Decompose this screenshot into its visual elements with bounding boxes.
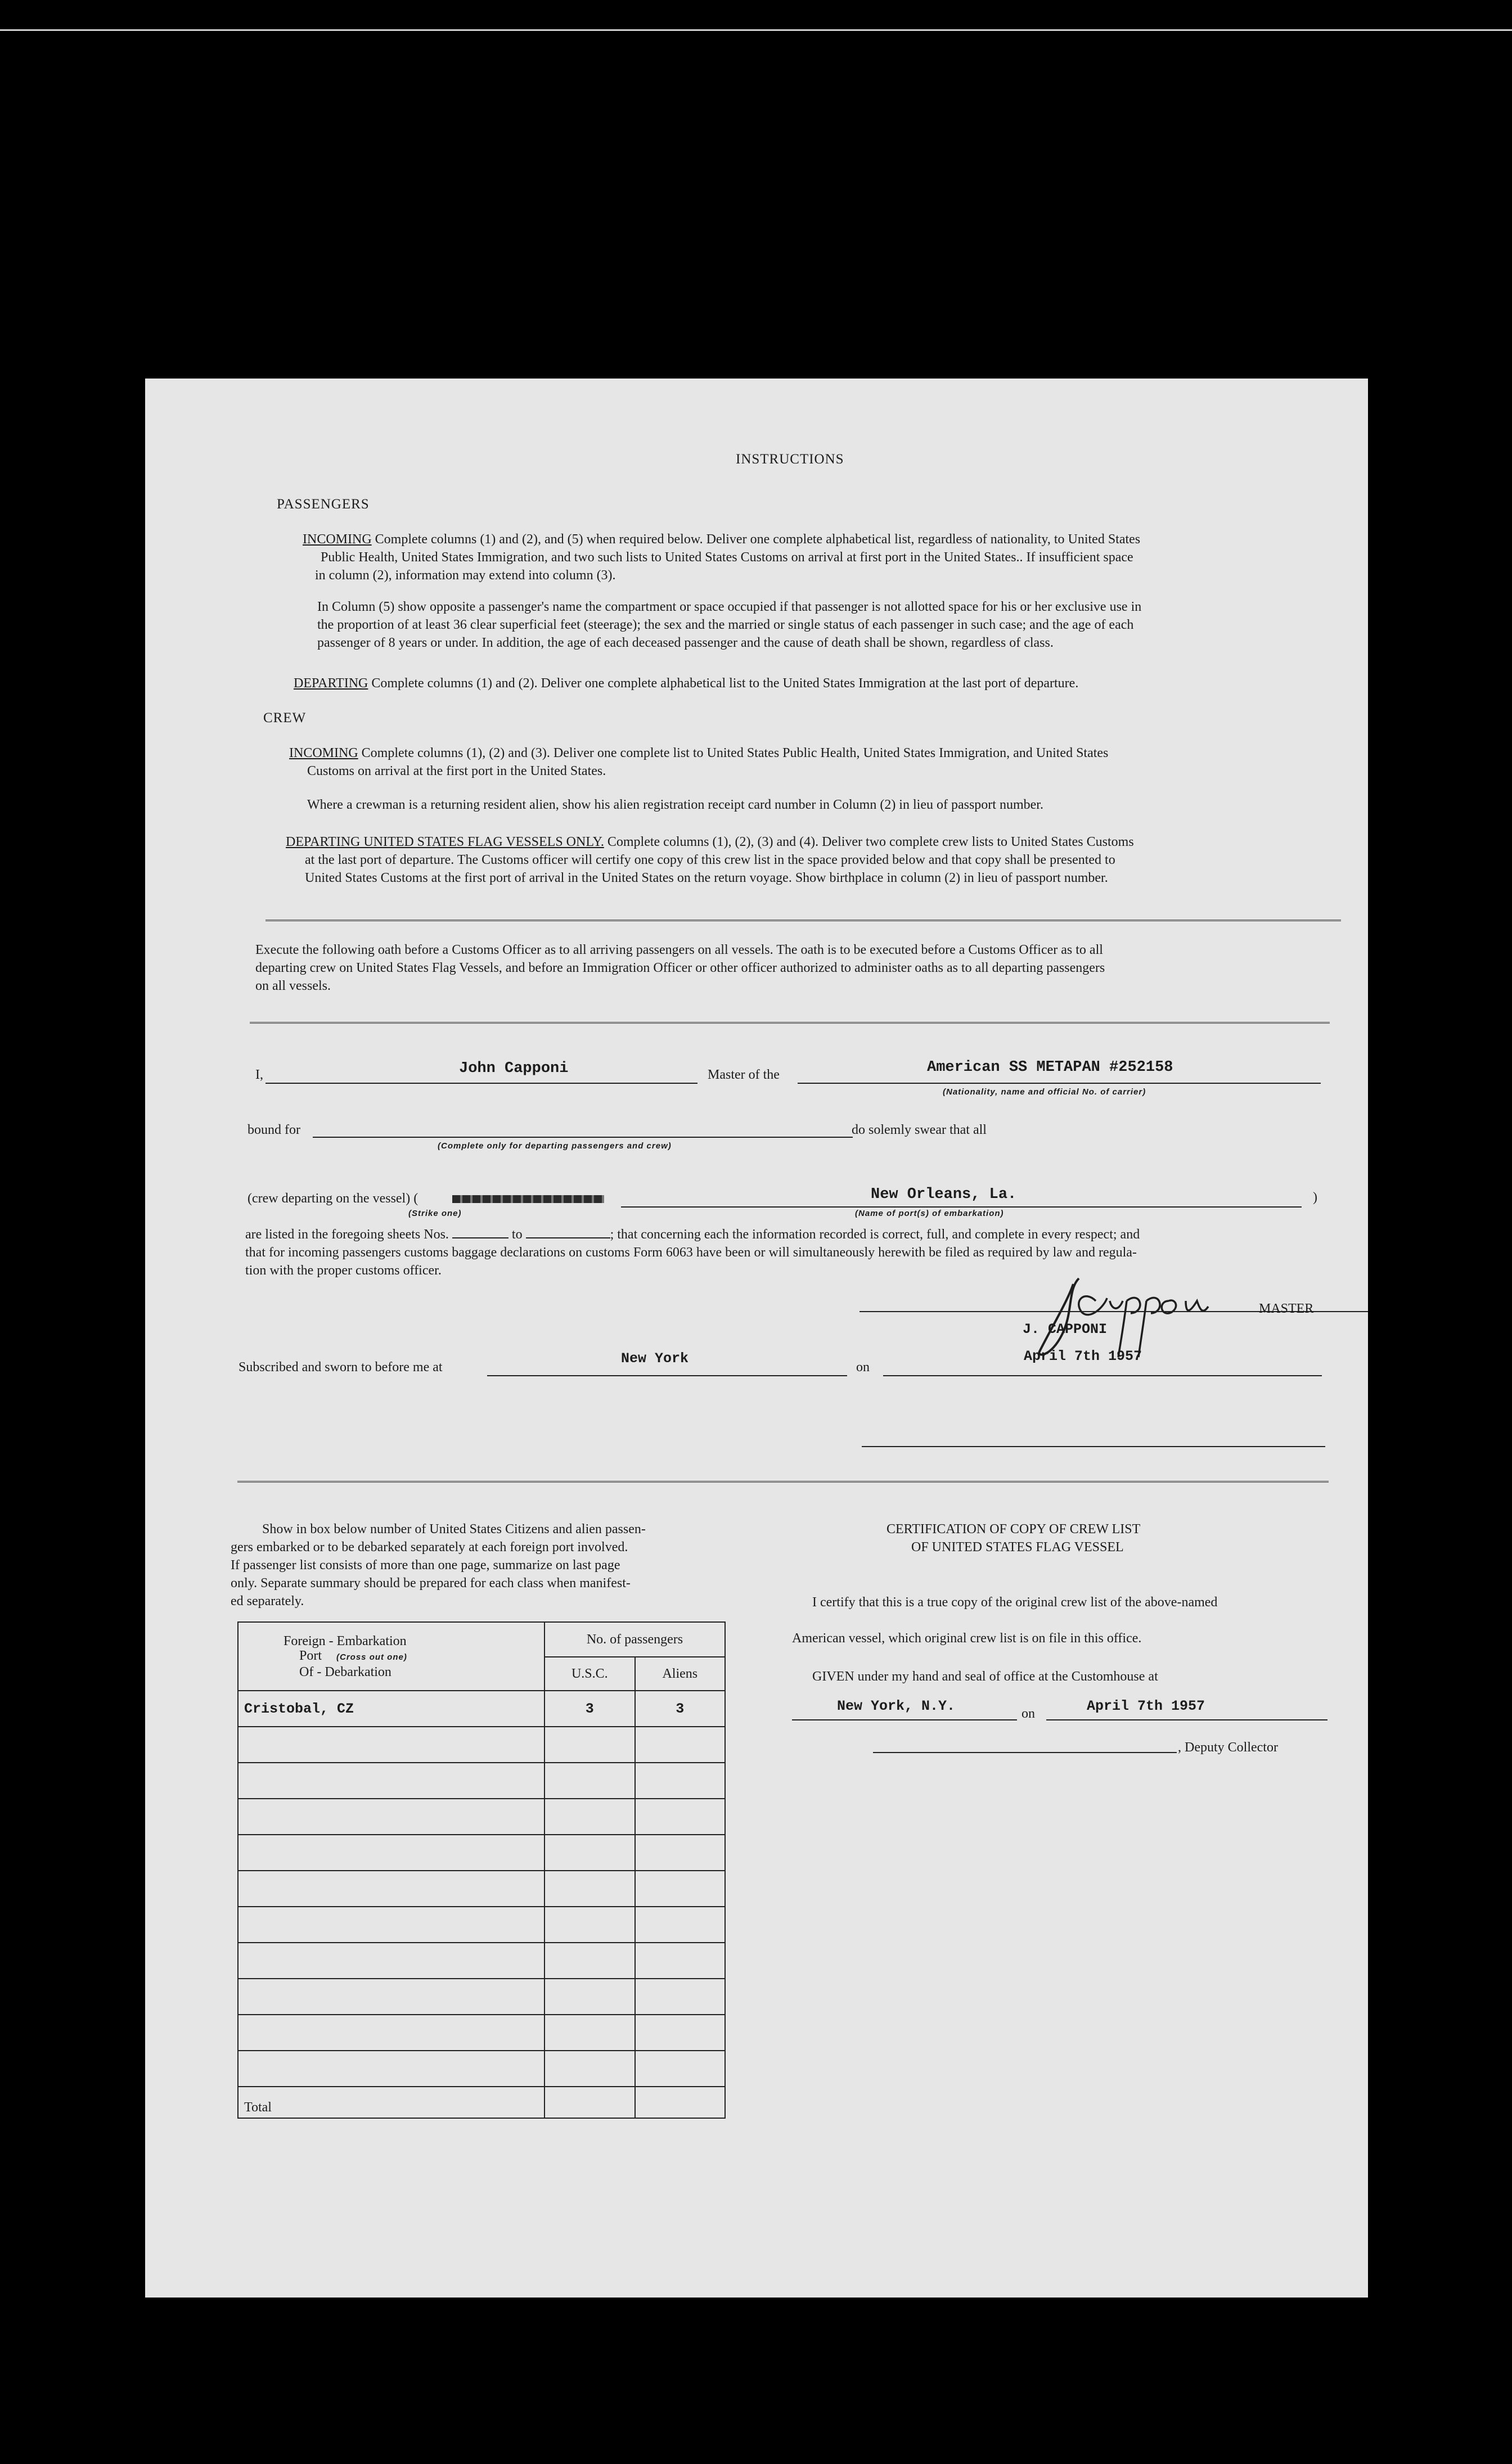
vessel-caption: (Nationality, name and official No. of carrier) [943,1087,1146,1097]
passengers-heading: PASSENGERS [277,497,370,512]
vessel-value: American SS METAPAN #252158 [927,1059,1173,1076]
bound-for-label: bound for [248,1123,300,1137]
bound-for-caption: (Complete only for departing passengers and crew) [438,1141,672,1151]
oath-intro-line-2: departing crew on United States Flag Vessels, and before an Immigration Officer or other officer authorized to administer oaths as to all departing passengers [255,961,1105,975]
table-row [238,1727,725,1763]
crew-departing-label: DEPARTING UNITED STATES FLAG VESSELS ONLY. [286,835,604,849]
given-text: GIVEN under my hand and seal of office at the Customhouse at [812,1669,1158,1684]
table-header-row [238,1622,725,1657]
sheet-from-line [452,1226,508,1238]
total-label: Total [238,2087,544,2118]
certification-title-2: OF UNITED STATES FLAG VESSEL [911,1540,1124,1555]
table-row [238,2051,725,2087]
total-row [238,2087,725,2118]
passengers-incoming-line-1: INCOMING Complete columns (1) and (2), and (5) when required below. Deliver one complete alphabetical list, regardless of nationality, to United States [303,532,1141,547]
table-row [238,1871,725,1907]
sworn-place-line [487,1375,847,1376]
incoming-label: INCOMING [303,532,372,547]
table-row: Cristobal, CZ 3 3 [238,1691,725,1727]
scan-edge-line [0,29,1512,31]
port-header-cell: Foreign - Embarkation Port (Cross out one) Of - Debarkation [238,1622,544,1691]
deputy-signature-line [873,1752,1177,1753]
port-value: New Orleans, La. [871,1186,1017,1203]
master-name-value: John Capponi [459,1060,569,1077]
signature-name: J. CAPPONI [1023,1321,1108,1337]
officer-signature-line [862,1446,1325,1447]
sheet-to-line [526,1226,610,1238]
crew-incoming-line-1: INCOMING Complete columns (1), (2) and (3). Deliver one complete list to United States Public Health, United States Immigration, and United States [289,746,1109,760]
summary-line-1: Show in box below number of United States Citizens and alien passen- [262,1522,646,1537]
oath-intro-line-1: Execute the following oath before a Customs Officer as to all arriving passengers on all vessels. The oath is to be executed before a Customs Officer as to all [255,943,1103,957]
certification-line-1: I certify that this is a true copy of the original crew list of the above-named [812,1595,1218,1610]
bound-for-line [313,1137,853,1138]
deputy-collector-label: , Deputy Collector [1178,1740,1278,1755]
close-paren: ) [1313,1190,1317,1205]
strike-one-caption: (Strike one) [408,1209,462,1218]
crew-incoming-label: INCOMING [289,746,358,760]
sworn-on-label: on [856,1360,870,1375]
aliens-header: Aliens [635,1657,725,1691]
column5-line-3: passenger of 8 years or under. In addition, the age of each deceased passenger and the cause of death shall be shown, regardless of class. [317,636,1054,650]
column5-line-2: the proportion of at least 36 clear superficial feet (steerage); the sex and the married or single status of each passenger in such case; and the age of each [317,618,1134,632]
lower-divider [237,1481,1329,1483]
crew-departing-line-3: United States Customs at the first port of arrival in the United States on the return voyage. Show birthplace in column (2) in lieu of passport number. [305,871,1108,885]
column5-line-1: In Column (5) show opposite a passenger's name the compartment or space occupied if that passenger is not allotted space for his or her exclusive use in [317,600,1142,614]
port-line [621,1206,1302,1208]
passengers-incoming-line-3: in column (2), information may extend into column (3). [315,568,616,583]
crew-resident-line: Where a crewman is a returning resident alien, show his alien registration receipt card number in Column (2) in lieu of passport number. [307,798,1043,812]
section-divider [266,920,1341,921]
usc-header: U.S.C. [544,1657,635,1691]
summary-line-4: only. Separate summary should be prepared for each class when manifest- [231,1576,631,1591]
departing-label: DEPARTING [294,676,368,691]
master-name-line [266,1083,698,1084]
master-label: MASTER [1259,1301,1314,1316]
passenger-summary-table [237,1621,726,2119]
listed-line-2: that for incoming passengers customs baggage declarations on customs Form 6063 have been or will simultaneously herewith be filed as required by law and regula- [245,1245,1137,1260]
oath-divider [250,1022,1330,1024]
table-row [238,1799,725,1835]
document-page [145,379,1368,2298]
summary-line-2: gers embarked or to be debarked separately at each foreign port involved. [231,1540,628,1555]
swear-label: do solemly swear that all [852,1123,987,1137]
master-of-label: Master of the [708,1067,780,1082]
cert-place-value: New York, N.Y. [837,1698,956,1714]
cert-date-line [1046,1719,1328,1720]
listed-line-1: are listed in the foregoing sheets Nos. to ; that concerning each the information recorded is correct, full, and complete in every respect; and [245,1227,1140,1242]
sworn-date-line [883,1375,1322,1376]
crew-departing-vessel-label: (crew departing on the vessel) ( [248,1191,418,1206]
passengers-incoming-line-2: Public Health, United States Immigration, and two such lists to United States Customs on arrival at first port in the United States.. If insufficient space [321,550,1133,565]
vessel-line [798,1083,1321,1084]
struck-out-text [452,1195,604,1203]
no-of-passengers-header: No. of passengers [544,1622,725,1657]
table-row [238,1763,725,1799]
summary-line-5: ed separately. [231,1594,304,1609]
sworn-date-value: April 7th 1957 [1024,1348,1142,1364]
certification-title-1: CERTIFICATION OF COPY OF CREW LIST [886,1522,1141,1537]
sworn-place-value: New York [621,1350,689,1367]
cert-on-label: on [1022,1706,1035,1721]
table-row [238,1979,725,2015]
cert-place-line [792,1719,1017,1720]
crew-departing-line-2: at the last port of departure. The Customs officer will certify one copy of this crew list in the space provided below and that copy shall be presented to [305,853,1115,867]
crew-departing-line-1: DEPARTING UNITED STATES FLAG VESSELS ONLY. Complete columns (1), (2), (3) and (4). Deliver two complete crew lists to United States Customs [286,835,1134,849]
table-row [238,1907,725,1943]
table-row [238,1943,725,1979]
cert-date-value: April 7th 1957 [1087,1698,1205,1714]
subscribed-label: Subscribed and sworn to before me at [238,1360,443,1375]
table-row [238,2015,725,2051]
certification-line-2: American vessel, which original crew list is on file in this office. [792,1631,1142,1646]
crew-incoming-line-2: Customs on arrival at the first port in the United States. [307,764,606,778]
port-caption: (Name of port(s) of embarkation) [855,1209,1004,1218]
listed-line-3: tion with the proper customs officer. [245,1263,442,1278]
table-row [238,1835,725,1871]
passengers-departing-line: DEPARTING Complete columns (1) and (2). Deliver one complete alphabetical list to the United States Immigration at the last port of departure. [294,676,1079,691]
oath-intro-line-3: on all vessels. [255,979,331,993]
oath-i-label: I, [255,1067,263,1082]
summary-line-3: If passenger list consists of more than one page, summarize on last page [231,1558,620,1573]
page-title: INSTRUCTIONS [736,452,844,467]
crew-heading: CREW [263,710,307,726]
